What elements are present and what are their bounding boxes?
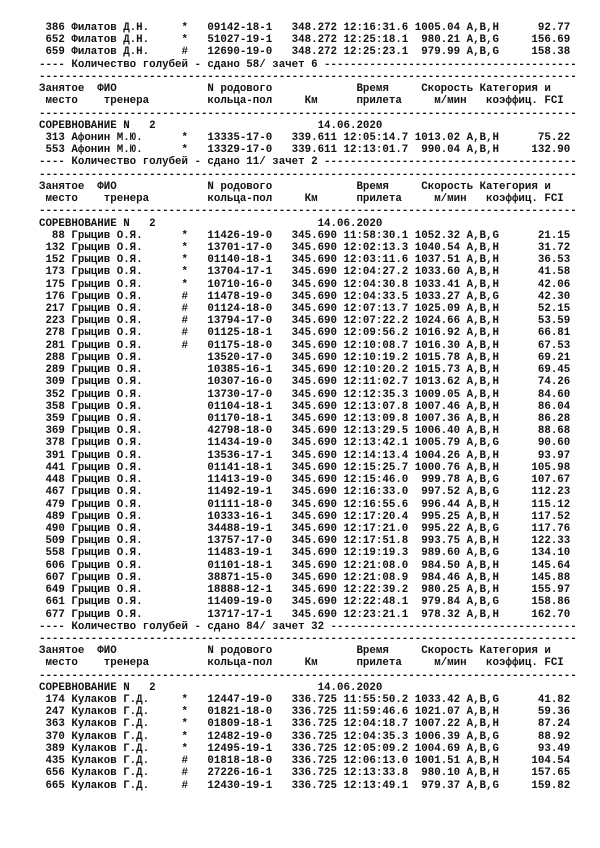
result-row: 467 Грыцив О.Я. 11492-19-1 345.690 12:16:33.0 997.52 A,B,G 112.23 <box>26 486 571 499</box>
separator-line: ----------------------------------------------------------------------------------- <box>26 168 577 181</box>
result-row: 490 Грыцив О.Я. 34488-19-1 345.690 12:17:21.0 995.22 A,B,G 117.76 <box>26 522 571 535</box>
result-row: 217 Грыцив О.Я. # 01124-18-0 345.690 12:07:13.7 1025.09 A,B,H 52.15 <box>26 303 571 316</box>
result-row: 391 Грыцив О.Я. 13536-17-1 345.690 12:14:13.4 1004.26 A,B,H 93.97 <box>26 449 571 462</box>
result-row: 649 Грыцив О.Я. 18888-12-1 345.690 12:22:39.2 980.25 A,B,H 155.97 <box>26 584 571 597</box>
result-row: 606 Грыцив О.Я. 01101-18-1 345.690 12:21:08.0 984.50 A,B,H 145.64 <box>26 559 571 572</box>
column-header-line: Занятое ФИО N родового Время Скорость Категория и <box>26 180 551 193</box>
summary-line: ---- Количество голубей - сдано 11/ зачет 2 --------------------------------------- <box>26 156 577 169</box>
result-row: 176 Грыцив О.Я. # 11478-19-0 345.690 12:04:33.5 1033.27 A,B,G 42.30 <box>26 290 571 303</box>
column-header-line: Занятое ФИО N родового Время Скорость Категория и <box>26 645 551 658</box>
result-row: 289 Грыцив О.Я. 10385-16-1 345.690 12:10:20.2 1015.73 A,B,H 69.45 <box>26 364 571 377</box>
result-row: 448 Грыцив О.Я. 11413-19-0 345.690 12:15:46.0 999.78 A,B,G 107.67 <box>26 474 571 487</box>
column-header-line: место тренера кольца-пол Км прилета м/мин коэффиц. FCI <box>26 657 564 670</box>
separator-line: ----------------------------------------------------------------------------------- <box>26 669 577 682</box>
result-row: 661 Грыцив О.Я. 11409-19-0 345.690 12:22:48.1 979.84 A,B,G 158.86 <box>26 596 571 609</box>
result-row: 558 Грыцив О.Я. 11483-19-1 345.690 12:19:19.3 989.60 A,B,G 134.10 <box>26 547 571 560</box>
result-row: 352 Грыцив О.Я. 13730-17-0 345.690 12:12:35.3 1009.05 A,B,H 84.60 <box>26 388 571 401</box>
result-row: 677 Грыцив О.Я. 13717-17-1 345.690 12:23:21.1 978.32 A,B,H 162.70 <box>26 608 571 621</box>
result-row: 656 Кулаков Г.Д. # 27226-16-1 336.725 12:13:33.8 980.10 A,B,H 157.65 <box>26 767 571 780</box>
separator-line: ----------------------------------------------------------------------------------- <box>26 205 577 218</box>
result-row: 281 Грыцив О.Я. # 01175-18-0 345.690 12:10:08.7 1016.30 A,B,H 67.53 <box>26 339 571 352</box>
result-row: 363 Кулаков Г.Д. * 01809-18-1 336.725 12:04:18.7 1007.22 A,B,H 87.24 <box>26 718 571 731</box>
result-row: 174 Кулаков Г.Д. * 12447-19-0 336.725 11:55:50.2 1033.42 A,B,G 41.82 <box>26 694 571 707</box>
result-row: 359 Грыцив О.Я. 01170-18-1 345.690 12:13:09.8 1007.36 A,B,H 86.28 <box>26 413 571 425</box>
result-row: 288 Грыцив О.Я. 13520-17-0 345.690 12:10:19.2 1015.78 A,B,H 69.21 <box>26 351 571 364</box>
result-row: 370 Кулаков Г.Д. * 12482-19-0 336.725 12:04:35.3 1006.39 A,B,G 88.92 <box>26 730 571 743</box>
column-header-line: место тренера кольца-пол Км прилета м/мин коэффиц. FCI <box>26 193 564 206</box>
result-row: 313 Афонин М.Ю. * 13335-17-0 339.611 12:05:14.7 1013.02 A,B,H 75.22 <box>26 131 571 144</box>
summary-line: ---- Количество голубей - сдано 58/ зачет 6 --------------------------------------- <box>26 58 577 71</box>
result-row: 479 Грыцив О.Я. 01111-18-0 345.690 12:16:55.6 996.44 A,B,H 115.12 <box>26 498 571 511</box>
result-row: 389 Кулаков Г.Д. * 12495-19-1 336.725 12:05:09.2 1004.69 A,B,G 93.49 <box>26 742 571 755</box>
column-header-line: место тренера кольца-пол Км прилета м/мин коэффиц. FCI <box>26 95 564 108</box>
result-row: 88 Грыцив О.Я. * 11426-19-0 345.690 11:58:30.1 1052.32 A,B,G 21.15 <box>26 229 571 242</box>
competition-header-line: СОРЕВНОВАНИЕ N 2 14.06.2020 <box>26 119 383 132</box>
result-row: 278 Грыцив О.Я. # 01125-18-1 345.690 12:09:56.2 1016.92 A,B,H 66.81 <box>26 327 571 340</box>
result-row: 489 Грыцив О.Я. 10333-16-1 345.690 12:17:20.4 995.25 A,B,H 117.52 <box>26 510 571 523</box>
result-row: 659 Филатов Д.Н. # 12690-19-0 348.272 12:25:23.1 979.99 A,B,G 158.38 <box>26 46 571 59</box>
result-row: 358 Грыцив О.Я. 01104-18-1 345.690 12:13:07.8 1007.46 A,B,H 86.04 <box>26 400 571 413</box>
result-row: 369 Грыцив О.Я. 42798-18-0 345.690 12:13:29.5 1006.40 A,B,H 88.68 <box>26 425 571 438</box>
result-row: 441 Грыцив О.Я. 01141-18-1 345.690 12:15:25.7 1000.76 A,B,H 105.98 <box>26 461 571 474</box>
column-header-line: Занятое ФИО N родового Время Скорость Категория и <box>26 83 551 96</box>
result-row: 435 Кулаков Г.Д. # 01818-18-0 336.725 12:06:13.0 1001.51 A,B,H 104.54 <box>26 755 571 768</box>
competition-header-line: СОРЕВНОВАНИЕ N 2 14.06.2020 <box>26 681 383 694</box>
result-row: 509 Грыцив О.Я. 13757-17-0 345.690 12:17:51.8 993.75 A,B,H 122.33 <box>26 535 571 548</box>
result-row: 386 Филатов Д.Н. * 09142-18-1 348.272 12:16:31.6 1005.04 A,B,H 92.77 <box>26 22 571 34</box>
separator-line: ----------------------------------------------------------------------------------- <box>26 632 577 645</box>
summary-line: ---- Количество голубей - сдано 84/ зачет 32 -------------------------------------- <box>26 620 577 633</box>
separator-line: ----------------------------------------------------------------------------------- <box>26 107 577 120</box>
result-row: 553 Афонин М.Ю. * 13329-17-0 339.611 12:13:01.7 990.04 A,B,H 132.90 <box>26 144 571 157</box>
result-row: 309 Грыцив О.Я. 10307-16-0 345.690 12:11:02.7 1013.62 A,B,H 74.26 <box>26 376 571 389</box>
result-row: 132 Грыцив О.Я. * 13701-17-0 345.690 12:02:13.3 1040.54 A,B,H 31.72 <box>26 241 571 254</box>
result-row: 223 Грыцив О.Я. # 13794-17-0 345.690 12:07:22.2 1024.66 A,B,H 53.59 <box>26 315 571 328</box>
result-row: 175 Грыцив О.Я. * 10710-16-0 345.690 12:04:30.8 1033.41 A,B,H 42.06 <box>26 278 571 291</box>
result-row: 173 Грыцив О.Я. * 13704-17-1 345.690 12:04:27.2 1033.60 A,B,H 41.58 <box>26 266 571 279</box>
result-row: 607 Грыцив О.Я. 38871-15-0 345.690 12:21:08.9 984.46 A,B,H 145.88 <box>26 571 571 584</box>
result-row: 378 Грыцив О.Я. 11434-19-0 345.690 12:13:42.1 1005.79 A,B,G 90.60 <box>26 437 571 450</box>
result-row: 665 Кулаков Г.Д. # 12430-19-1 336.725 12:13:49.1 979.37 A,B,G 159.82 <box>26 779 571 792</box>
result-row: 152 Грыцив О.Я. * 01140-18-1 345.690 12:03:11.6 1037.51 A,B,H 36.53 <box>26 254 571 267</box>
result-row: 652 Филатов Д.Н. * 51027-19-1 348.272 12:25:18.1 980.21 A,B,G 156.69 <box>26 34 571 47</box>
separator-line: ----------------------------------------------------------------------------------- <box>26 70 577 83</box>
result-row: 247 Кулаков Г.Д. * 01821-18-0 336.725 11:59:46.6 1021.07 A,B,H 59.36 <box>26 706 571 719</box>
competition-header-line: СОРЕВНОВАНИЕ N 2 14.06.2020 <box>26 217 383 230</box>
